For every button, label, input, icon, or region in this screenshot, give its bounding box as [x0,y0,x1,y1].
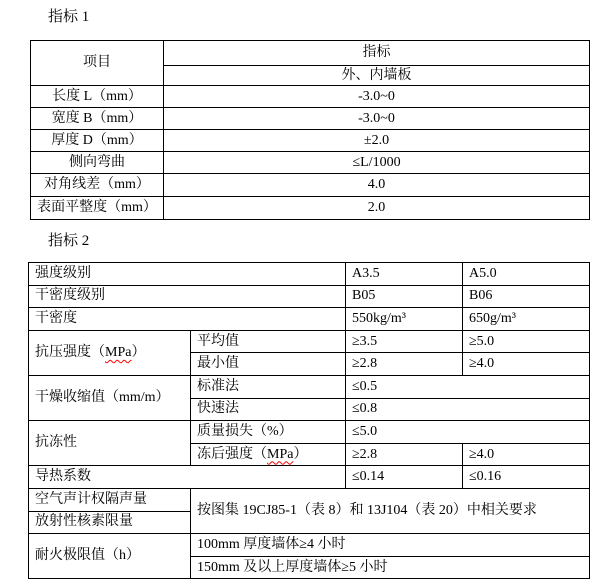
t2-label-compressive-strength [29,330,191,375]
t2-dry-density-grade-b05: B05 [346,285,463,308]
table-row [29,421,590,444]
t2-label-minimum: 最小值 [191,353,346,376]
t2-label-average: 平均值 [191,330,346,353]
t1-label-width: 宽度 B（mm） [31,108,164,130]
t1-header-indicator: 指标 [164,41,590,66]
t2-label-thermal-conductivity: 导热系数 [29,466,346,489]
label-text: ） [293,446,308,462]
t1-value-flatness: 2.0 [164,197,590,220]
t2-label-rapid-method: 快速法 [191,398,346,421]
table-row [31,86,590,108]
indicator-2-table [28,262,590,579]
table-row [31,130,590,152]
indicator-1-table [30,40,590,220]
t2-mass-loss-value: ≤5.0 [346,421,590,444]
t2-label-dry-density: 干密度 [29,308,346,331]
t2-average-v1: ≥3.5 [346,330,463,353]
label-text: 抗压强度（ [35,344,105,360]
t2-thermal-v1: ≤0.14 [346,466,463,489]
label-text: 冻后强度（ [197,446,267,462]
table-row [29,263,590,286]
table-row [31,152,590,174]
t2-label-mass-loss: 质量损失（%） [191,421,346,444]
t2-label-drying-shrinkage: 干燥收缩值（mm/m） [29,375,191,420]
table-row [31,197,590,220]
t2-strength-grade-a50: A5.0 [463,263,590,286]
spellcheck-marked-text: MPa [267,446,294,462]
t1-value-diagonal: 4.0 [164,174,590,197]
t2-label-fire-resistance: 耐火极限值（h） [29,534,191,579]
heading-indicator-1: 指标 1 [48,9,90,25]
t2-label-frost-resistance: 抗冻性 [29,421,191,466]
t1-value-thickness: ±2.0 [164,130,590,152]
heading-indicator-2: 指标 2 [48,233,90,249]
t2-label-standard-method: 标准法 [191,375,346,398]
t2-dry-density-650: 650g/m³ [463,308,590,331]
spellcheck-marked-text: MPa [105,344,132,360]
t1-value-lateral-bend: ≤L/1000 [164,152,590,174]
t1-header-item: 项目 [31,41,164,86]
t1-label-lateral-bend: 侧向弯曲 [31,152,164,174]
t2-label-sound-insulation: 空气声计权隔声量 [29,488,191,511]
table-row [29,308,590,331]
t1-value-width: -3.0~0 [164,108,590,130]
t2-strength-grade-a35: A3.5 [346,263,463,286]
t2-post-freeze-v2: ≥4.0 [463,443,590,466]
t1-value-length: -3.0~0 [164,86,590,108]
t2-standard-method-value: ≤0.5 [346,375,590,398]
table-row [29,330,590,353]
t1-label-thickness: 厚度 D（mm） [31,130,164,152]
table-row [29,534,590,557]
table-row [29,375,590,398]
t2-label-dry-density-grade: 干密度级别 [29,285,346,308]
t1-header-wall-panel: 外、内墙板 [164,66,590,86]
t2-label-post-freeze-strength [191,443,346,466]
t2-minimum-v1: ≥2.8 [346,353,463,376]
t2-average-v2: ≥5.0 [463,330,590,353]
t2-rapid-method-value: ≤0.8 [346,398,590,421]
table-row [31,174,590,197]
table-row [29,285,590,308]
t2-sound-radioactive-requirement: 按图集 19CJ85-1（表 8）和 13J104（表 20）中相关要求 [191,488,590,533]
t1-label-diagonal: 对角线差（mm） [31,174,164,197]
table-row [31,41,590,66]
t2-dry-density-550: 550kg/m³ [346,308,463,331]
t2-label-strength-grade: 强度级别 [29,263,346,286]
table-row [31,108,590,130]
t1-label-length: 长度 L（mm） [31,86,164,108]
t2-fire-resistance-100mm: 100mm 厚度墙体≥4 小时 [191,534,590,557]
t2-fire-resistance-150mm: 150mm 及以上厚度墙体≥5 小时 [191,556,590,579]
t2-dry-density-grade-b06: B06 [463,285,590,308]
table-row [29,488,590,511]
t2-label-radionuclide-limit: 放射性核素限量 [29,511,191,534]
t2-minimum-v2: ≥4.0 [463,353,590,376]
label-text: ） [131,344,146,360]
t2-thermal-v2: ≤0.16 [463,466,590,489]
t1-label-flatness: 表面平整度（mm） [31,197,164,220]
t2-post-freeze-v1: ≥2.8 [346,443,463,466]
table-row [29,466,590,489]
